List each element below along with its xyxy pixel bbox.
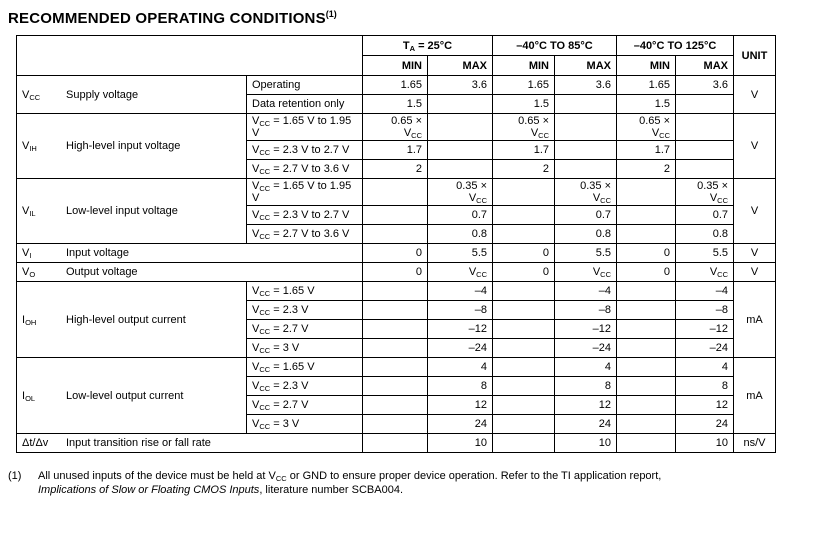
param-name: Low-level output current (66, 389, 184, 402)
max-value: 8 (676, 377, 734, 396)
min-value (493, 225, 555, 244)
param-cell (17, 358, 247, 434)
table-row (17, 282, 776, 301)
min-value: 1.5 (363, 95, 428, 114)
min-value: 1.7 (363, 141, 428, 160)
min-value (363, 320, 428, 339)
min-value: 0 (363, 244, 428, 263)
max-value: 0.35 × $V_{CC}$ (676, 179, 734, 206)
max-value: 8 (555, 377, 617, 396)
min-value (493, 320, 555, 339)
min-value (363, 434, 428, 453)
condition-cell: $V_{CC} = 3$ V (247, 339, 363, 358)
param-symbol: $V_{IL}$ (22, 205, 36, 218)
max-value: 10 (428, 434, 493, 453)
min-value (617, 206, 676, 225)
max-value: 4 (676, 358, 734, 377)
max-value: 0.35 × $V_{CC}$ (428, 179, 493, 206)
max-value: –24 (428, 339, 493, 358)
min-value (493, 339, 555, 358)
param-name: Low-level input voltage (66, 205, 178, 217)
temp-range-header-1: –40°C TO 85°C (493, 36, 617, 56)
min-value (617, 179, 676, 206)
footnote-segment: , literature number SCBA004. (259, 484, 403, 496)
max-value (676, 141, 734, 160)
max-header-2: MAX (676, 56, 734, 76)
max-value: $V_{CC}$ (428, 263, 493, 282)
min-header-0: MIN (363, 56, 428, 76)
unit-cell: mA (734, 282, 776, 358)
table-row (17, 434, 776, 453)
max-value: –4 (676, 282, 734, 301)
max-value: 0.7 (428, 206, 493, 225)
max-value (555, 160, 617, 179)
max-value: 5.5 (676, 244, 734, 263)
min-value (617, 320, 676, 339)
param-name: Supply voltage (66, 88, 139, 101)
condition-cell: $V_{CC} = 1.65$ V to 1.95 V (247, 114, 363, 141)
max-value: –4 (428, 282, 493, 301)
min-value: 1.65 (493, 76, 555, 95)
min-value: 2 (363, 160, 428, 179)
param-symbol: $I_{OH}$ (22, 313, 37, 327)
param-symbol: $V_{CC}$ (22, 88, 41, 102)
max-value (428, 141, 493, 160)
min-value: 1.7 (617, 141, 676, 160)
max-value: 3.6 (676, 76, 734, 95)
max-value (555, 141, 617, 160)
param-name: High-level output current (66, 313, 186, 326)
condition-cell: $V_{CC} = 2.3$ V (247, 301, 363, 320)
condition-cell: $V_{CC} = 1.65$ V (247, 358, 363, 377)
min-value: 0 (617, 244, 676, 263)
page-title (8, 5, 819, 28)
footnote-italic-segment: Implications of Slow or Floating CMOS Inputs (38, 484, 260, 496)
min-header-2: MIN (617, 56, 676, 76)
max-value: 10 (555, 434, 617, 453)
param-name: Input voltage (66, 247, 129, 259)
min-value (617, 396, 676, 415)
min-value (493, 396, 555, 415)
param-cell (17, 76, 247, 114)
min-value (493, 301, 555, 320)
datasheet-page (0, 5, 819, 549)
footnote-text (38, 469, 798, 497)
max-value (676, 95, 734, 114)
max-value: 4 (555, 358, 617, 377)
param-cell (17, 434, 363, 453)
title-footnote-ref: (1) (325, 9, 337, 19)
min-value: 0 (493, 244, 555, 263)
max-value: –12 (555, 320, 617, 339)
max-value: 0.7 (555, 206, 617, 225)
max-value: 12 (428, 396, 493, 415)
max-value: 3.6 (555, 76, 617, 95)
unit-cell: ns/V (734, 434, 776, 453)
condition-cell: $V_{CC} = 1.65$ V (247, 282, 363, 301)
max-value: 24 (676, 415, 734, 434)
min-value (617, 301, 676, 320)
footnote-number: (1) (8, 470, 22, 482)
param-cell (17, 282, 247, 358)
min-value (617, 339, 676, 358)
temp-range-header-0: $T_A = 25^\circ C$ (363, 36, 493, 56)
param-name: Input transition rise or fall rate (66, 437, 211, 449)
unit-cell: V (734, 179, 776, 244)
table-row (17, 244, 776, 263)
max-value: 5.5 (428, 244, 493, 263)
max-value: 24 (428, 415, 493, 434)
table-row (17, 358, 776, 377)
min-header-1: MIN (493, 56, 555, 76)
table-header (17, 36, 776, 76)
table-row (17, 179, 776, 206)
min-value (493, 282, 555, 301)
min-value (363, 282, 428, 301)
min-value: 0.65 × $V_{CC}$ (363, 114, 428, 141)
max-value: 0.8 (428, 225, 493, 244)
max-value: 0.8 (676, 225, 734, 244)
max-value: –8 (555, 301, 617, 320)
max-value: $V_{CC}$ (555, 263, 617, 282)
unit-cell: V (734, 244, 776, 263)
max-value: –24 (676, 339, 734, 358)
min-value: 0 (493, 263, 555, 282)
header-row-temps (17, 36, 776, 56)
min-value: 2 (617, 160, 676, 179)
min-value (617, 434, 676, 453)
max-value: –24 (555, 339, 617, 358)
param-symbol: $V_I$ (22, 247, 32, 260)
min-value: 0 (617, 263, 676, 282)
param-name: High-level input voltage (66, 140, 181, 152)
max-value: –12 (428, 320, 493, 339)
min-value: 1.7 (493, 141, 555, 160)
param-cell (17, 244, 363, 263)
min-value: 0.65 × $V_{CC}$ (617, 114, 676, 141)
min-value (363, 415, 428, 434)
min-value (493, 358, 555, 377)
page-title-text: RECOMMENDED OPERATING CONDITIONS (8, 10, 326, 27)
max-value: 0.35 × $V_{CC}$ (555, 179, 617, 206)
min-value (363, 179, 428, 206)
table-row (17, 76, 776, 95)
unit-header: UNIT (734, 36, 776, 76)
min-value: 1.5 (617, 95, 676, 114)
min-value (363, 396, 428, 415)
min-value: 0 (363, 263, 428, 282)
min-value (617, 282, 676, 301)
min-value (363, 225, 428, 244)
unit-cell: V (734, 114, 776, 179)
param-symbol: Δt/Δv (22, 437, 49, 449)
min-value: 1.65 (617, 76, 676, 95)
param-symbol: $V_O$ (22, 266, 36, 279)
max-value: 5.5 (555, 244, 617, 263)
unit-cell: mA (734, 358, 776, 434)
table-row (17, 114, 776, 141)
max-value: –8 (676, 301, 734, 320)
min-value (617, 225, 676, 244)
param-cell (17, 263, 363, 282)
min-value (363, 377, 428, 396)
max-value: 0.8 (555, 225, 617, 244)
condition-cell: $V_{CC} = 1.65$ V to 1.95 V (247, 179, 363, 206)
condition-cell: $V_{CC} = 2.7$ V to 3.6 V (247, 160, 363, 179)
max-value: –12 (676, 320, 734, 339)
min-value (363, 339, 428, 358)
max-value (676, 114, 734, 141)
condition-cell: Data retention only (247, 95, 363, 114)
param-cell (17, 114, 247, 179)
min-value (493, 377, 555, 396)
max-value (555, 95, 617, 114)
min-value (363, 358, 428, 377)
min-value: 1.65 (363, 76, 428, 95)
condition-cell: $V_{CC} = 3$ V (247, 415, 363, 434)
max-value: 4 (428, 358, 493, 377)
max-value (428, 114, 493, 141)
condition-cell: $V_{CC} = 2.3$ V (247, 377, 363, 396)
temp-range-header-2: –40°C TO 125°C (617, 36, 734, 56)
max-value: –4 (555, 282, 617, 301)
max-value (428, 95, 493, 114)
table-corner-cell (17, 36, 363, 76)
max-header-0: MAX (428, 56, 493, 76)
min-value (363, 206, 428, 225)
min-value (493, 434, 555, 453)
unit-cell: V (734, 76, 776, 114)
param-cell (17, 179, 247, 244)
max-value: –8 (428, 301, 493, 320)
max-value: 0.7 (676, 206, 734, 225)
min-value (493, 179, 555, 206)
max-value: 24 (555, 415, 617, 434)
min-value (617, 415, 676, 434)
min-value (493, 206, 555, 225)
min-value: 0.65 × $V_{CC}$ (493, 114, 555, 141)
max-value: 10 (676, 434, 734, 453)
condition-cell: $V_{CC} = 2.7$ V (247, 396, 363, 415)
condition-cell: $V_{CC} = 2.7$ V (247, 320, 363, 339)
param-symbol: $I_{OL}$ (22, 389, 36, 403)
max-value (555, 114, 617, 141)
table-row (17, 263, 776, 282)
condition-cell: $V_{CC} = 2.3$ V to 2.7 V (247, 141, 363, 160)
condition-cell: $V_{CC} = 2.7$ V to 3.6 V (247, 225, 363, 244)
min-value (363, 301, 428, 320)
max-value: 3.6 (428, 76, 493, 95)
min-value (617, 377, 676, 396)
table-body (17, 76, 776, 453)
condition-cell: $V_{CC} = 2.3$ V to 2.7 V (247, 206, 363, 225)
max-value (676, 160, 734, 179)
condition-cell: Operating (247, 76, 363, 95)
operating-conditions-table (16, 35, 776, 453)
min-value (617, 358, 676, 377)
max-header-1: MAX (555, 56, 617, 76)
max-value: 12 (676, 396, 734, 415)
param-name: Output voltage (66, 266, 138, 278)
unit-cell: V (734, 263, 776, 282)
max-value (428, 160, 493, 179)
min-value: 2 (493, 160, 555, 179)
max-value: 12 (555, 396, 617, 415)
param-symbol: $V_{IH}$ (22, 140, 37, 153)
footnote-segment: All unused inputs of the device must be held at $V_{CC}$ or GND to ensure proper device operation. Refer to the TI application report, (38, 470, 662, 483)
min-value: 1.5 (493, 95, 555, 114)
max-value: $V_{CC}$ (676, 263, 734, 282)
min-value (493, 415, 555, 434)
max-value: 8 (428, 377, 493, 396)
footnote (8, 469, 798, 497)
